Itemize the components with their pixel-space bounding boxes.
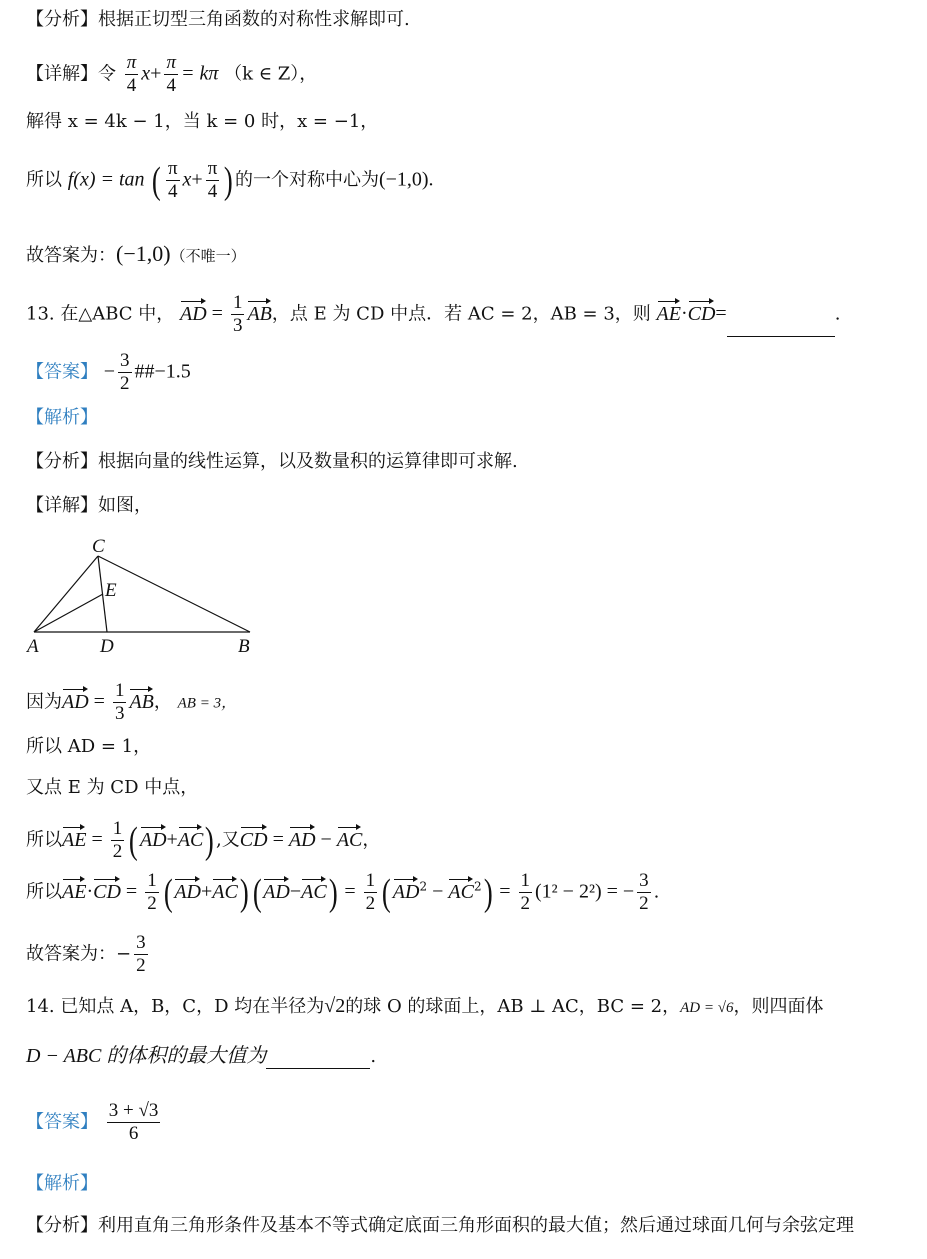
q14-stem: 14. 已知点 A，B，C，D 均在半径为√2的球 O 的球面上，AB ⊥ AC，BC = 2，AD = √6，则四面体: [26, 995, 824, 1017]
q13-analysis: 【分析】根据向量的线性运算，以及数量积的运算律即可求解.: [26, 451, 518, 472]
answer-blank: [727, 336, 835, 337]
vector-ad: AD: [180, 298, 207, 326]
answer-tag: 【答案】: [26, 361, 98, 383]
fraction-pi-4: $\frac{\pi}{4}$: [166, 52, 176, 96]
q14-answer: 【答案】 $\frac{3 + √3}{6}$: [26, 1100, 159, 1144]
q14-jiexi-tag: 【解析】: [26, 1173, 98, 1194]
analysis-text: 根据正切型三角函数的对称性求解即可.: [98, 9, 410, 30]
q13-step2: 所以 AD = 1，: [26, 736, 152, 757]
q13-final-answer: 故答案为：− $\frac{3}{2}$: [26, 932, 146, 976]
q12-detail: 【详解】令 $\frac{\pi}{4}$ x+ $\frac{\pi}{4}$ = kπ （k ∈ Z），: [26, 52, 318, 96]
q13-stem: 13. 在△ABC 中， AD = $\frac{1}{3}$ AB，点 E 为 CD 中点．若 AC = 2，AB = 3，则 AE·CD= .: [26, 292, 841, 336]
segment-ae: [34, 594, 103, 632]
q13-step5: 所以AE·CD = $\frac{1}{2}$ (AD+AC)(AD−AC) = $\frac{1}{2}$ $(AD^2 - AC^2)$ = $\frac{1}{2}$ (1² − 2²) = − $\frac{3}{2}$ .: [26, 870, 660, 914]
analysis-tag: 【分析】: [26, 9, 98, 30]
q13-detail: 【详解】如图，: [26, 495, 152, 516]
label-d: D: [100, 636, 114, 657]
answer-blank: [266, 1068, 370, 1069]
q12-answer: 故答案为：(−1,0)（不唯一）: [26, 241, 246, 266]
q14-stem-2: D − ABC 的体积的最大值为 .: [26, 1045, 377, 1067]
q14-analysis: 【分析】利用直角三角形条件及基本不等式确定底面三角形面积的最大值；然后通过球面几何与余弦定理: [26, 1215, 854, 1236]
triangle-figure: [22, 536, 262, 658]
q13-step4: 所以AE = $\frac{1}{2}$ (AD+AC) ,又CD = AD − AC，: [26, 818, 381, 862]
label-c: C: [92, 536, 105, 557]
label-e: E: [105, 580, 117, 601]
q13-jiexi-tag: 【解析】: [26, 407, 98, 428]
label-b: B: [238, 636, 250, 657]
q12-analysis: [26, 8, 410, 32]
segment-cb: [98, 556, 250, 632]
q13-step3: 又点 E 为 CD 中点，: [26, 777, 199, 798]
vector-ab: AB: [247, 298, 271, 326]
q13-answer: 【答案】 − $\frac{3}{2}$ ##−1.5: [26, 350, 191, 394]
q12-conclusion: 所以 f(x) = tan ( $\frac{\pi}{4}$ x+ $\frac{\pi}{4}$ ) 的一个对称中心为(−1,0).: [26, 158, 434, 202]
label-a: A: [27, 636, 39, 657]
segment-ac: [34, 556, 98, 632]
q13-step1: 因为AD = $\frac{1}{3}$ AB， AB = 3，: [26, 680, 237, 724]
q12-solve-line: 解得 x = 4k − 1，当 k = 0 时，x = −1，: [26, 111, 379, 132]
fraction-pi-4: $\frac{\pi}{4}$: [126, 52, 137, 96]
